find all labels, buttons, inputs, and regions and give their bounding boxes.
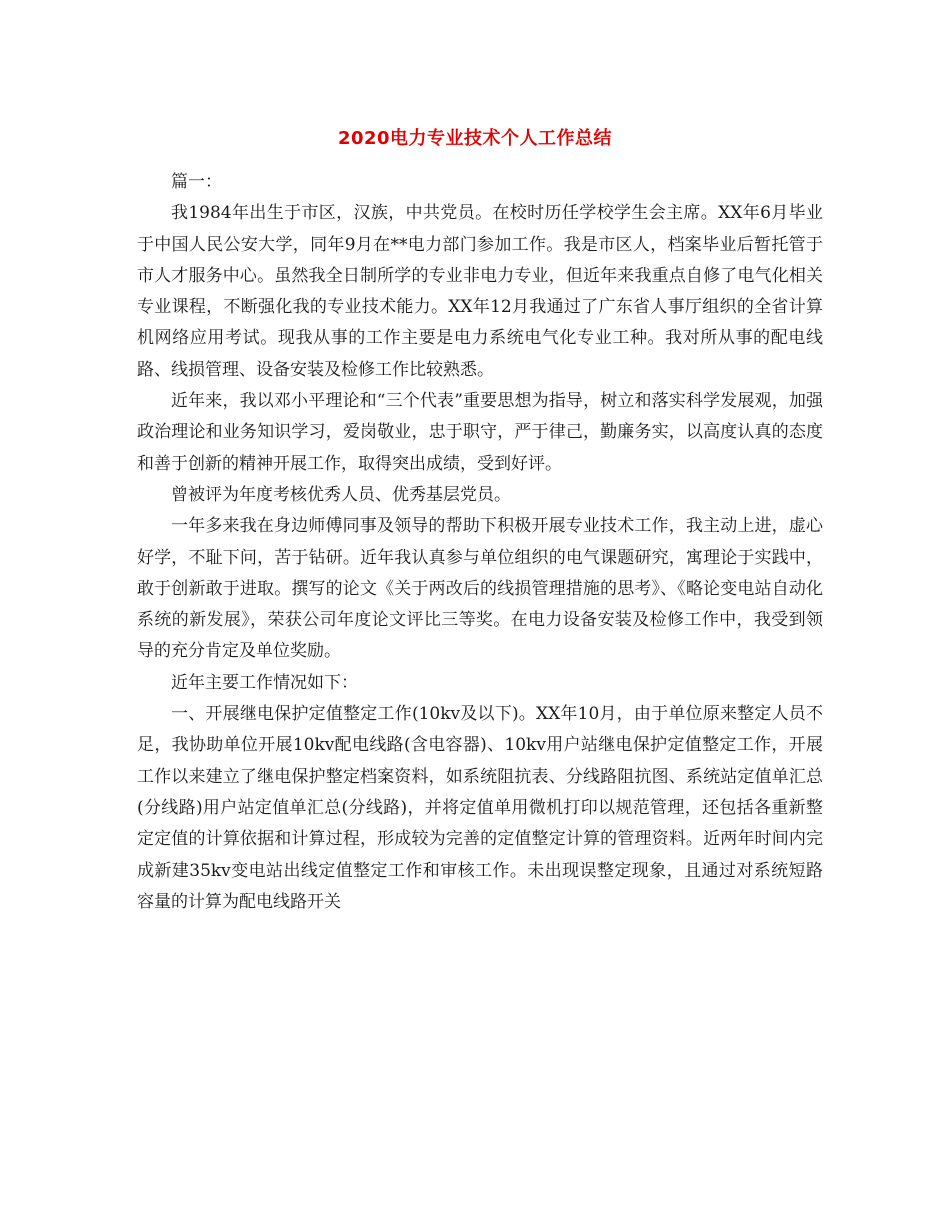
paragraph-section-heading: 篇一： [171,172,222,192]
paragraph-political-study: 近年来，我以邓小平理论和“三个代表”重要思想为指导，树立和落实科学发展观，加强政治理论和业务知识学习，爱岗敬业，忠于职守，严于律己，勤廉务实，以高度认真的态度和善于创新的精神开展工作，取得突出成绩，受到好评。 [137,391,823,474]
document-title: 2020电力专业技术个人工作总结 [337,128,613,149]
paragraph-honors: 曾被评为年度考核优秀人员、优秀基层党员。 [171,484,511,505]
paragraph-personal-background: 我1984年出生于市区，汉族，中共党员。在校时历任学校学生会主席。XX年6月毕业于中国人民公安大学，同年9月在**电力部门参加工作。我是市区人，档案毕业后暂托管于市人才服务中心。虽然我全日制所学的专业非电力专业，但近年来我重点自修了电气化相关专业课程，不断强化我的专业技术能力。XX年12月我通过了广东省人事厅组织的全省计算机网络应用考试。现我从事的工作主要是电力系统电气化专业工种。我对所从事的配电线路、线损管理、设备安装及检修工作比较熟悉。 [137,203,823,380]
paragraph-professional-work: 一年多来我在身边师傅同事及领导的帮助下积极开展专业技术工作，我主动上进，虚心好学，不耻下问，苦于钻研。近年我认真参与单位组织的电气课题研究，寓理论于实践中，敢于创新敢于进取。撰写的论文《关于两改后的线损管理措施的思考》、《略论变电站自动化系统的新发展》，荣获公司年度论文评比三等奖。在电力设备安装及检修工作中，我受到领导的充分肯定及单位奖励。 [137,516,823,662]
document-body [137,167,823,918]
paragraph-relay-protection: 一、开展继电保护定值整定工作(10kv及以下)。XX年10月，由于单位原来整定人员不足，我协助单位开展10kv配电线路(含电容器)、10kv用户站继电保护定值整定工作，开展工作以来建立了继电保护整定档案资料，如系统阻抗表、分线路阻抗图、系统站定值单汇总(分线路)用户站定值单汇总(分线路)，并将定值单用微机打印以规范管理，还包括各重新整定定值的计算依据和计算过程，形成较为完善的定值整定计算的管理资料。近两年时间内完成新建35kv变电站出线定值整定工作和审核工作。未出现误整定现象，且通过对系统短路容量的计算为配电线路开关 [137,704,823,912]
paragraph-work-overview: 近年主要工作情况如下： [171,672,358,693]
